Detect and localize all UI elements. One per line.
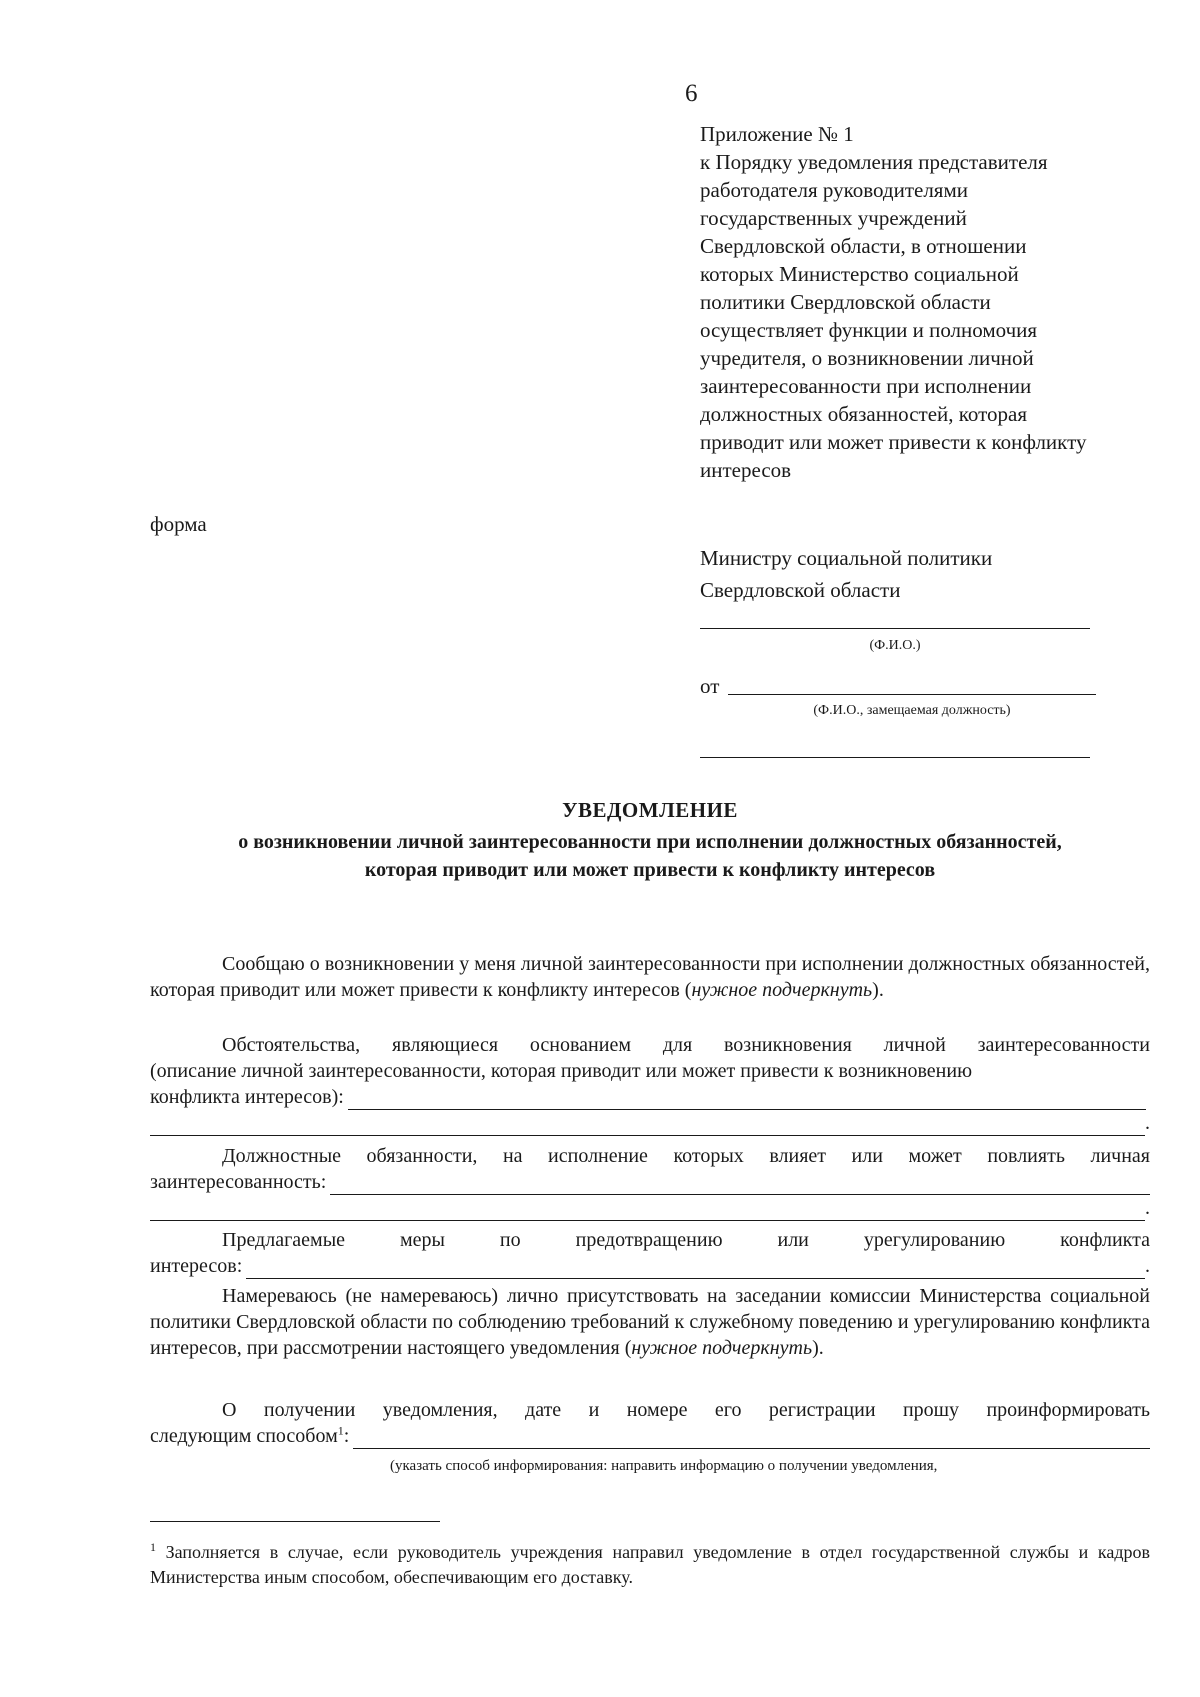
- appendix-line: Свердловской области, в отношении: [700, 234, 1027, 258]
- page-number: 6: [685, 80, 698, 107]
- duties-field-row-2: [150, 1195, 1150, 1221]
- paragraph-end: ).: [872, 979, 884, 1001]
- fio-line: [700, 628, 1090, 629]
- appendix-line: учредителя, о возникновении личной: [700, 346, 1034, 370]
- recipient-line: Свердловской области: [700, 578, 901, 602]
- method-field-row: [150, 1423, 1150, 1449]
- paragraph-line: Обстоятельства, являющиеся основанием для возникновения личной заинтересованности: [222, 1034, 1150, 1056]
- paragraph-circumstances: [150, 1032, 1150, 1136]
- field-label-colon: :: [343, 1425, 350, 1447]
- duties-input-line-2[interactable]: [150, 1200, 1145, 1221]
- paragraph-line: Предлагаемые меры по предотвращению или урегулированию конфликта: [222, 1229, 1150, 1251]
- line-end-period: .: [1145, 1255, 1150, 1277]
- subtitle-line: о возникновении личной заинтересованности при исполнении должностных обязанностей,: [238, 831, 1062, 853]
- footnote: [150, 1540, 1150, 1590]
- appendix-line: к Порядку уведомления представителя: [700, 150, 1048, 174]
- footnote-separator: [150, 1521, 440, 1522]
- duties-field-row: [150, 1169, 1150, 1195]
- line-end-period: .: [1145, 1197, 1150, 1219]
- appendix-line: государственных учреждений: [700, 206, 967, 230]
- footnote-mark: 1: [150, 1540, 156, 1554]
- footnote-ref: 1: [337, 1423, 344, 1438]
- paragraph-text: Сообщаю о возникновении у меня личной заинтересованности при исполнении должностных обязанностей, которая приводит или может привести к конфликту интересов (: [150, 953, 1150, 1001]
- notice-title: УВЕДОМЛЕНИЕ: [562, 798, 738, 822]
- appendix-line: осуществляет функции и полномочия: [700, 318, 1038, 342]
- method-caption: (указать способ информирования: направить информацию о получении уведомления,: [390, 1458, 938, 1474]
- italic-note: нужное подчеркнуть: [631, 1337, 813, 1359]
- field-label: заинтересованность:: [150, 1171, 327, 1193]
- circumstances-input-line-2[interactable]: [150, 1115, 1145, 1136]
- form-label: форма: [150, 512, 207, 536]
- method-input-line[interactable]: [353, 1428, 1150, 1449]
- position-line: [700, 757, 1090, 758]
- measures-field-row: [150, 1253, 1150, 1279]
- circumstances-field-row-2: [150, 1110, 1150, 1136]
- line-end-period: .: [1145, 1112, 1150, 1134]
- paragraph-report: [150, 951, 1150, 1003]
- appendix-header: [700, 120, 1160, 484]
- paragraph-line: (описание личной заинтересованности, которая приводит или может привести к возникновению: [150, 1060, 973, 1082]
- paragraph-text: Намереваюсь (не намереваюсь) лично присутствовать на заседании комиссии Министерства социальной политики Свердловской области по соблюдению требований к служебному поведению и урегулированию конфликта интересов, при рассмотрении настоящего уведомления (: [150, 1285, 1150, 1359]
- footnote-text: Заполняется в случае, если руководитель учреждения направил уведомление в отдел государственной службы и кадров Министерства иным способом, обеспечивающим его доставку.: [150, 1542, 1150, 1587]
- field-label: конфликта интересов):: [150, 1086, 344, 1108]
- appendix-line: Приложение № 1: [700, 122, 854, 146]
- paragraph-commission: [150, 1283, 1150, 1361]
- from-line: [728, 694, 1096, 695]
- italic-note: нужное подчеркнуть: [691, 979, 873, 1001]
- from-label: от: [700, 674, 720, 698]
- recipient-line: Министру социальной политики: [700, 546, 993, 570]
- recipient-block: [700, 542, 992, 606]
- paragraph-end: ).: [812, 1337, 824, 1359]
- appendix-line: которых Министерство социальной: [700, 262, 1019, 286]
- field-label: [150, 1423, 349, 1449]
- appendix-line: заинтересованности при исполнении: [700, 374, 1032, 398]
- paragraph-informing: [150, 1397, 1150, 1449]
- field-label: интересов:: [150, 1255, 243, 1277]
- circumstances-input-line[interactable]: [348, 1089, 1146, 1110]
- paragraph-duties: [150, 1143, 1150, 1221]
- subtitle-line: которая приводит или может привести к конфликту интересов: [364, 859, 936, 881]
- from-caption: (Ф.И.О., замещаемая должность): [813, 703, 1011, 718]
- appendix-line: политики Свердловской области: [700, 290, 991, 314]
- field-label-text: следующим способом: [150, 1425, 338, 1447]
- paragraph-measures: [150, 1227, 1150, 1279]
- notice-subtitle: [150, 828, 1150, 884]
- paragraph-line: О получении уведомления, дате и номере его регистрации прошу проинформировать: [222, 1399, 1150, 1421]
- duties-input-line[interactable]: [330, 1174, 1150, 1195]
- appendix-line: приводит или может привести к конфликту: [700, 430, 1087, 454]
- paragraph-line: Должностные обязанности, на исполнение которых влияет или может повлиять личная: [222, 1145, 1150, 1167]
- measures-input-line[interactable]: [246, 1258, 1145, 1279]
- circumstances-field-row: [150, 1084, 1150, 1110]
- appendix-line: должностных обязанностей, которая: [700, 402, 1027, 426]
- fio-caption: (Ф.И.О.): [869, 638, 921, 653]
- appendix-line: работодателя руководителями: [700, 178, 968, 202]
- appendix-line: интересов: [700, 458, 792, 482]
